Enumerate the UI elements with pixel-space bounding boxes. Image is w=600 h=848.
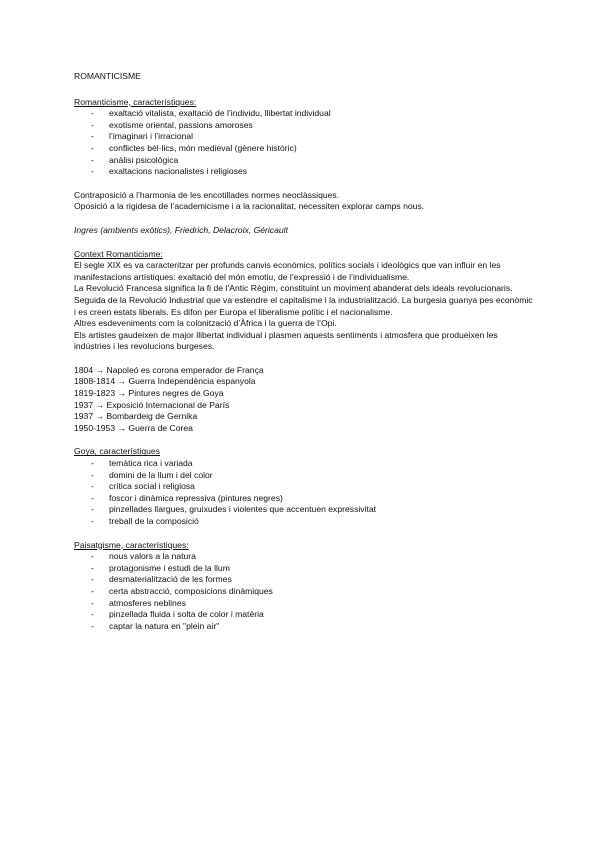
list-item: - conflictes bèl·lics, món medieval (gènere històric): [74, 143, 534, 155]
context-paragraph-4: Els artistes gaudeixen de major llibertat individual i plasmen aquests sentiments i atmosfera que produeixen les indústries i les revolucions burgeses.: [74, 329, 498, 352]
list-item: - pinzellada fluida i solta de color i matèria: [74, 609, 534, 621]
timeline: [74, 365, 534, 435]
paisatgisme-list: [74, 551, 534, 632]
paisatgisme-heading: Paisatgisme, característiques:: [74, 539, 189, 550]
document-title: ROMANTICISME: [74, 71, 141, 81]
timeline-entry: 1808-1814 → Guerra Independència espanyola: [74, 376, 256, 387]
timeline-entry: 1950-1953 → Guerra de Corea: [74, 422, 193, 433]
goya-list: [74, 458, 534, 528]
contraposicio-paragraph: [74, 190, 534, 213]
list-item: - exaltació vitalista, exaltació de l’individu, llibertat individual: [74, 108, 534, 120]
list-item: - temàtica rica i variada: [74, 458, 534, 470]
artists-line: Ingres (ambients exòtics), Friedrich, Delacroix, Géricault: [74, 224, 288, 235]
context-paragraph-2: La Revolució Francesa significa la fi de l’Antic Règim, constituint un moviment abanderat dels ideals revolucionaris. Seguida de la Revolució Industrial que va estendre el capitalisme i la industrialització. La burgesia guanya pes econòmic i es creen estats liberals. Es difon per Europa el liberalisme polític i el nacionalisme.: [74, 283, 533, 317]
list-item: - foscor i dinàmica repressiva (pintures negres): [74, 493, 534, 505]
context-paragraph-1: El segle XIX es va caracteritzar per profunds canvis econòmics, polítics socials i ideològics que van influir en les manifestacions artístiques: exaltació del món emotiu, de l’expressió i de l’individualisme.: [74, 260, 501, 282]
list-item: - desmaterialització de les formes: [74, 574, 534, 586]
list-item: - pinzellades llargues, gruixudes i violentes que accentuen expressivitat: [74, 504, 534, 516]
romanticisme-list: [74, 108, 534, 178]
context-paragraph-3: Altres esdeveniments com la colonització d’Àfrica i la guerra de l’Opi.: [74, 318, 337, 329]
timeline-entry: 1819-1823 → Pintures negres de Goya: [74, 388, 224, 399]
contraposicio-line-2: Oposició a la rigidesa de l’academicisme i a la racionalitat, necessiten explorar camps nous.: [74, 201, 425, 212]
context-heading: Context Romanticisme:: [74, 248, 163, 259]
list-item: - crítica social i religiosa: [74, 481, 534, 493]
list-item: - anàlisi psicològica: [74, 155, 534, 167]
list-item: - domini de la llum i del color: [74, 470, 534, 482]
list-item: - protagonisme i estudi de la llum: [74, 563, 534, 575]
timeline-entry: 1804 → Napoleó es corona emperador de França: [74, 364, 264, 375]
goya-heading: Goya, característiques: [74, 446, 160, 457]
list-item: - captar la natura en "plein air": [74, 621, 534, 633]
list-item: - exotisme oriental, passions amoroses: [74, 120, 534, 132]
list-item: - exaltacions nacionalistes i religioses: [74, 166, 534, 178]
document-page: [74, 71, 534, 644]
contraposicio-line-1: Contraposició a l’harmonia de les encotillades normes neoclàssiques.: [74, 189, 340, 200]
timeline-entry: 1937 → Exposició Internacional de París: [74, 399, 230, 410]
timeline-entry: 1937 → Bombardeig de Gernika: [74, 411, 198, 422]
list-item: - certa abstracció, composicions dinàmiques: [74, 586, 534, 598]
list-item: - treball de la composició: [74, 516, 534, 528]
list-item: - nous valors a la natura: [74, 551, 534, 563]
list-item: - l’imaginari i l’irracional: [74, 131, 534, 143]
context-body: [74, 260, 534, 353]
list-item: - atmosferes neblines: [74, 598, 534, 610]
romanticisme-heading: Romanticisme, característiques:: [74, 96, 197, 107]
